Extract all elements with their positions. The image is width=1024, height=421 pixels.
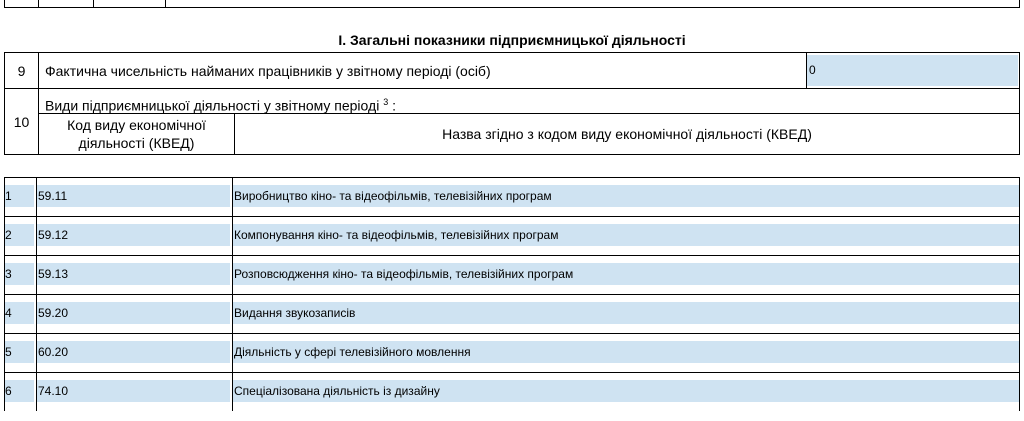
divider: [36, 294, 37, 333]
activity-code-field[interactable]: 59.11: [37, 185, 230, 207]
activity-types-label-text: Види підприємницької діяльності у звітному періоді: [45, 97, 380, 114]
activity-code-field[interactable]: 59.13: [37, 263, 230, 285]
activity-code-field[interactable]: 60.20: [37, 341, 230, 363]
divider: [1019, 372, 1020, 411]
activity-name-field[interactable]: Спеціалізована діяльність із дизайну: [233, 380, 1020, 402]
divider: [36, 372, 37, 411]
activity-name-field[interactable]: Виробництво кіно- та відеофільмів, телевізійних програм: [233, 185, 1020, 207]
divider: [36, 255, 37, 294]
footnote-marker: 3: [383, 97, 389, 107]
activity-name-field[interactable]: Компонування кіно- та відеофільмів, телевізійних програм: [233, 224, 1020, 246]
activity-table-header: [39, 113, 1019, 154]
divider: [232, 255, 233, 294]
list-item: [4, 216, 1020, 255]
activity-name-field[interactable]: Діяльність у сфері телевізійного мовлення: [233, 341, 1020, 363]
name-column-header: Назва згідно з кодом виду економічної діяльності (КВЕД): [442, 126, 812, 142]
row-number: 9: [5, 53, 39, 88]
activity-index-field[interactable]: 2: [4, 224, 34, 246]
code-column-header: Код виду економічної діяльності (КВЕД): [39, 114, 235, 154]
previous-table-row-fragment: [4, 0, 1020, 8]
list-item: [4, 177, 1020, 216]
divider: [1019, 177, 1020, 216]
divider: [1019, 216, 1020, 255]
divider: [165, 0, 166, 7]
divider: [36, 333, 37, 372]
activity-index-field[interactable]: 3: [4, 263, 34, 285]
employees-label: Фактична чисельність найманих працівників у звітному періоді (осіб): [45, 62, 491, 79]
activity-code-field[interactable]: 59.20: [37, 302, 230, 324]
divider: [1019, 294, 1020, 333]
activity-types-row: [4, 89, 1020, 155]
activity-name-field[interactable]: Розповсюдження кіно- та відеофільмів, телевізійних програм: [233, 263, 1020, 285]
employees-count-field[interactable]: 0: [807, 55, 1018, 86]
divider: [4, 255, 5, 294]
divider: [36, 177, 37, 216]
employees-row: [4, 52, 1020, 89]
activity-types-label: [45, 93, 396, 115]
divider: [93, 0, 94, 7]
divider: [232, 372, 233, 411]
divider: [4, 333, 1020, 334]
divider: [1019, 255, 1020, 294]
divider: [4, 255, 1020, 256]
divider: [4, 294, 5, 333]
section-title: І. Загальні показники підприємницької діяльності: [338, 32, 686, 48]
divider: [4, 333, 5, 372]
divider: [1019, 333, 1020, 372]
divider: [4, 177, 1020, 178]
activity-index-field[interactable]: 5: [4, 341, 34, 363]
row-number: 10: [5, 89, 39, 154]
divider: [232, 294, 233, 333]
label-colon: :: [392, 97, 396, 114]
divider: [36, 216, 37, 255]
activity-index-field[interactable]: 6: [4, 380, 34, 402]
activity-code-field[interactable]: 59.12: [37, 224, 230, 246]
divider: [232, 177, 233, 216]
divider: [4, 294, 1020, 295]
activity-name-field[interactable]: Видання звукозаписів: [233, 302, 1020, 324]
divider: [232, 333, 233, 372]
activity-code-field[interactable]: 74.10: [37, 380, 230, 402]
activity-index-field[interactable]: 1: [4, 185, 34, 207]
divider: [4, 216, 5, 255]
divider: [4, 372, 5, 411]
divider: [4, 216, 1020, 217]
list-item: [4, 333, 1020, 372]
list-item: [4, 255, 1020, 294]
divider: [4, 177, 5, 216]
divider: [4, 372, 1020, 373]
list-item: [4, 372, 1020, 411]
divider: [232, 216, 233, 255]
activity-index-field[interactable]: 4: [4, 302, 34, 324]
list-item: [4, 294, 1020, 333]
divider: [38, 0, 39, 7]
